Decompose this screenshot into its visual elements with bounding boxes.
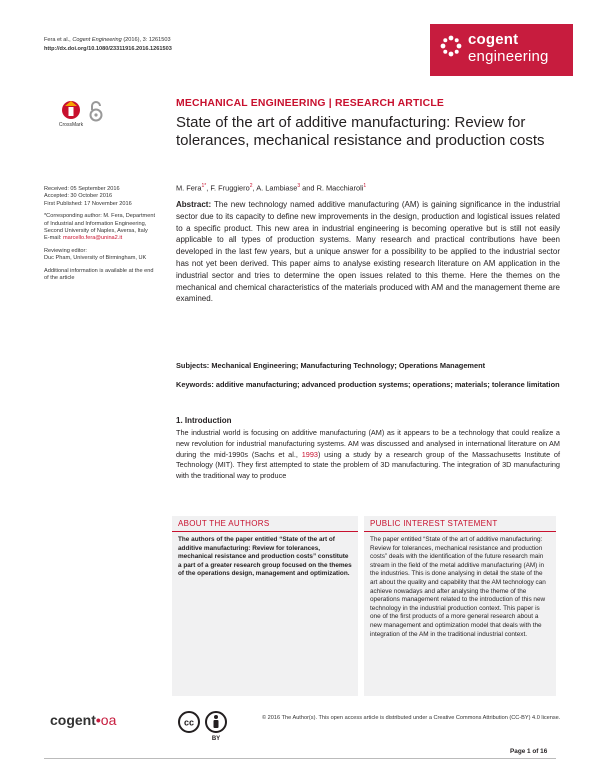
citation-link[interactable]: 1993 — [301, 449, 318, 459]
brand-line1: cogent — [468, 31, 519, 48]
subjects-text: Mechanical Engineering; Manufacturing Technology; Operations Management — [211, 361, 486, 370]
author-affil: 3 — [297, 183, 301, 189]
author-affil: 2 — [249, 183, 253, 189]
email-link[interactable]: marcello.fera@unina2.it — [62, 235, 123, 242]
citation-journal: Cogent Engineering — [72, 37, 122, 43]
cogent-oa-logo: cogent•oa — [50, 712, 117, 728]
author-list: M. Fera$^{1*}$, F. Fruggiero$^2$, A. Lambiase$^3$ and R. Macchiaroli$^1$ — [176, 183, 367, 193]
article-category: MECHANICAL ENGINEERING | RESEARCH ARTICLE — [176, 98, 445, 109]
article-sidebar — [44, 186, 156, 287]
author[interactable]: F. Fruggiero — [210, 183, 250, 193]
email-label: E-mail: — [44, 235, 63, 242]
about-authors-title: ABOUT THE AUTHORS — [178, 519, 270, 528]
license-text: © 2016 The Author(s). This open access article is distributed under a Creative Commons Attribution (CC-BY) 4.0 license. — [262, 715, 561, 721]
author[interactable]: A. Lambiase — [256, 183, 298, 193]
reviewing-editor: Duc Pham, University of Birmingham, UK — [44, 255, 147, 262]
accepted-date: Accepted: 30 October 2016 — [44, 193, 113, 200]
keywords-text: additive manufacturing; advanced production systems; operations; materials; tolerance limitation — [215, 380, 560, 389]
author[interactable]: M. Fera — [176, 183, 202, 193]
citation-authors: Fera et al., — [44, 37, 71, 43]
reviewing-editor-label: Reviewing editor: — [44, 247, 87, 254]
introduction-text: The industrial world is focusing on additive manufacturing (AM) as it appears to be a technology that could realize a new revolution for industrial manufacturing systems. AM was discussed and analysed in international literature on AM during the mid-1990s (Sachs et al., 1993) using a study by a research group of the Massachusetts Institute of Technology (MIT). They first attempted to state the problem of 3D manufacturing. The integration of 3D manufacturing with the traditional way to produce — [176, 428, 560, 481]
author-affil: 1* — [201, 183, 207, 189]
svg-text:BY: BY — [211, 736, 221, 741]
keywords: Keywords: additive manufacturing; advanced production systems; operations; materials; tolerance limitation — [176, 380, 560, 389]
abstract — [176, 199, 560, 305]
about-authors-box — [172, 516, 358, 696]
citation-rest: (2016), 3: 1261503 — [121, 37, 171, 43]
page-bottom-rule — [44, 758, 556, 759]
published-date: First Published: 17 November 2016 — [44, 200, 132, 207]
corresponding-author: *Corresponding author: M. Fera, Department of Industrial and Information Engineering, Second University of Naples, Aversa, Italy — [44, 213, 155, 235]
running-header — [44, 36, 172, 54]
svg-text:cc: cc — [183, 717, 195, 728]
citation-line — [44, 36, 172, 45]
open-access-icon — [89, 100, 103, 122]
subjects: Subjects: Mechanical Engineering; Manufacturing Technology; Operations Management — [176, 361, 486, 370]
brand-line2: engineering — [468, 48, 549, 65]
author[interactable]: R. Macchiaroli — [316, 183, 364, 193]
doi-link[interactable]: http://dx.doi.org/10.1080/23311916.2016.1261503 — [44, 46, 172, 52]
author-affil: 1 — [363, 183, 367, 189]
cogent-dots-icon — [439, 34, 463, 58]
public-interest-box — [364, 516, 556, 696]
article-title: State of the art of additive manufacturing: Review for tolerances, mechanical resistance and production costs — [176, 114, 545, 149]
public-interest-text: The paper entitled “State of the art of additive manufacturing: Review for tolerances, mechanical resistance and production costs” deals with the identification of the future research main stream in the field of the metal additive manufacturing (AM) in the industries. This is done analysing in detail the state of the art about the quality and capability that the AM technology can achieve nowadays and after analysing the theme of the operations management related to the introduction of this new technology in the industrial production context. This paper is one of the first products of a more general research about a new management and optimization model that deals with the integration of the AM in the traditional industrial context. — [370, 536, 546, 638]
received-date: Received: 05 September 2016 — [44, 186, 120, 192]
journal-logo — [430, 24, 573, 76]
public-interest-title: PUBLIC INTEREST STATEMENT — [370, 519, 498, 528]
additional-info: Additional information is available at the end of the article — [44, 267, 154, 282]
crossmark-icon[interactable] — [56, 98, 86, 128]
abstract-text: The new technology named additive manufacturing (AM) is gaining significance in the industrial sector due to its capacity to define new improvements in the design, production and logistical issues related to a specific product. This new area in industrial engineering is becoming operative but is still not easily applicable to all types of production systems. Many research and practical contributions have been developed in the last few years, but a unique answer for a possibility to be applied to the industrial sector has not yet been derived. This paper aims to analyse existing research literature on AM application in the industrial sector and tries to determine the open issues related to this theme. Here the themes on the mechanical and chemical characteristics of the materials produced with AM and the management theme are examined. — [176, 200, 560, 304]
section-heading: 1. Introduction — [176, 416, 232, 425]
abstract-label: Abstract: — [176, 200, 212, 209]
attribution-icon[interactable] — [205, 711, 227, 741]
svg-text:CrossMark: CrossMark — [58, 122, 84, 128]
about-authors-text: The authors of the paper entitled “State of the art of additive manufacturing: Review for tolerances, mechanical resistance and production costs” constitute a part of a greater research group focused on the themes of the operations design, management and optimization. — [178, 536, 352, 578]
creative-commons-icon[interactable] — [178, 711, 200, 733]
page-number: Page 1 of 16 — [510, 748, 548, 755]
